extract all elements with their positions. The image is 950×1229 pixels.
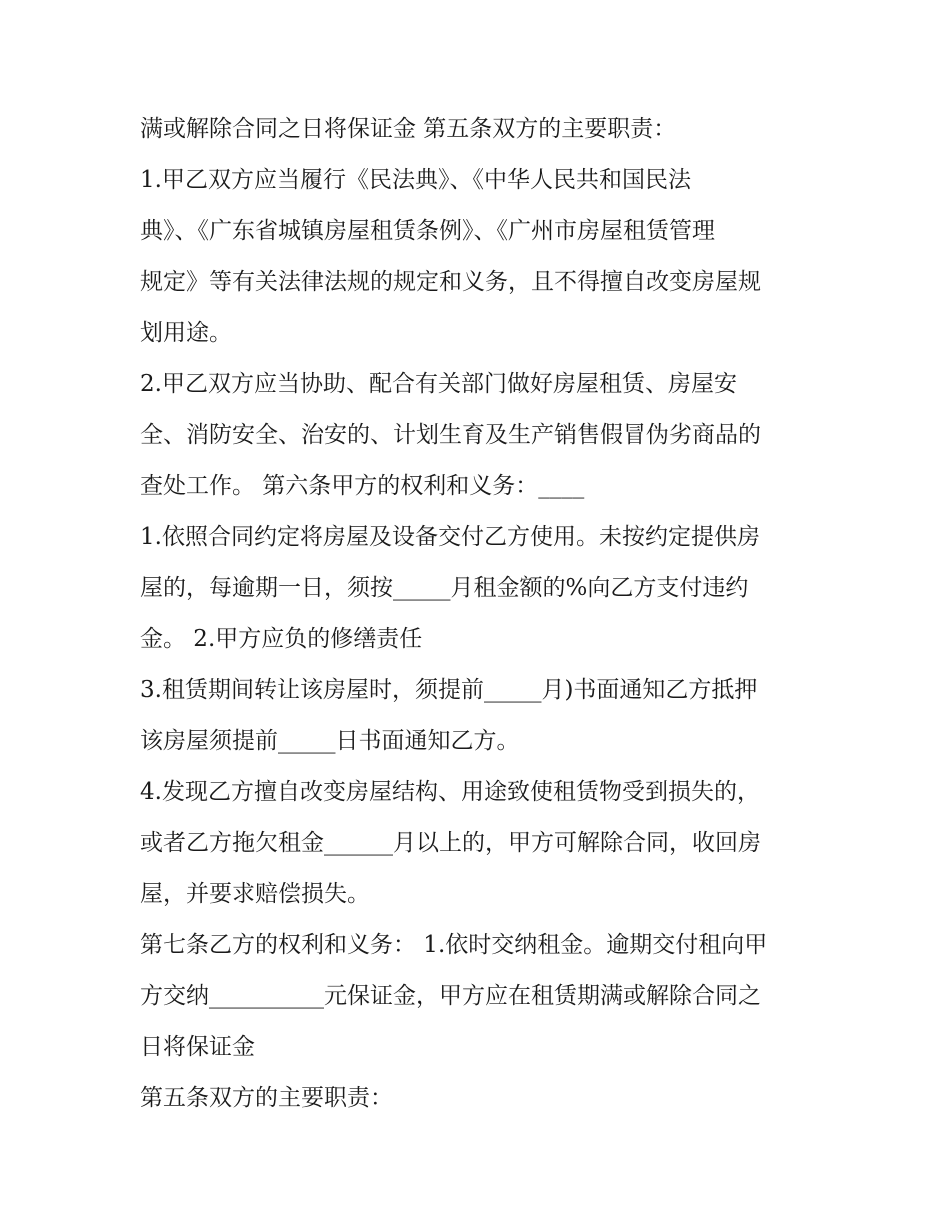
text-line: 或者乙方拖欠租金______月以上的，甲方可解除合同，收回房 [140,830,761,856]
text-line: 全、消防安全、治安的、计划生育及生产销售假冒伪劣商品的 [140,422,761,448]
text-line: 2.甲乙双方应当协助、配合有关部门做好房屋租赁、房屋安 [140,371,737,397]
text-line: 屋的，每逾期一日，须按_____月租金额的%向乙方支付违约 [140,575,749,601]
text-line: 3.租赁期间转让该房屋时，须提前_____月)书面通知乙方抵押 [140,677,758,703]
text-line: 4.发现乙方擅自改变房屋结构、用途致使租赁物受到损失的， [140,779,760,805]
text-line: 屋，并要求赔偿损失。 [140,881,370,907]
text-line: 该房屋须提前_____日书面通知乙方。 [140,728,520,754]
text-line: 查处工作。 第六条甲方的权利和义务：____ [140,473,585,499]
text-line: 日将保证金 [140,1034,255,1060]
text-line: 金。 2.甲方应负的修缮责任 [140,626,423,652]
text-line: 第七条乙方的权利和义务： 1.依时交纳租金。逾期交付租向甲 [140,932,768,958]
text-line: 划用途。 [140,320,232,346]
text-line: 第五条双方的主要职责： [140,1085,393,1111]
text-line: 规定》等有关法律法规的规定和义务，且不得擅自改变房屋规 [140,269,761,295]
document-body [140,104,820,1124]
text-line: 1.甲乙双方应当履行《民法典》、《中华人民共和国民法 [140,167,691,193]
text-line: 满或解除合同之日将保证金 第五条双方的主要职责： [140,116,677,142]
text-line: 1.依照合同约定将房屋及设备交付乙方使用。未按约定提供房 [140,524,760,550]
text-line: 典》、《广东省城镇房屋租赁条例》、《广州市房屋租赁管理 [140,218,715,244]
text-line: 方交纳__________元保证金，甲方应在租赁期满或解除合同之 [140,983,761,1009]
